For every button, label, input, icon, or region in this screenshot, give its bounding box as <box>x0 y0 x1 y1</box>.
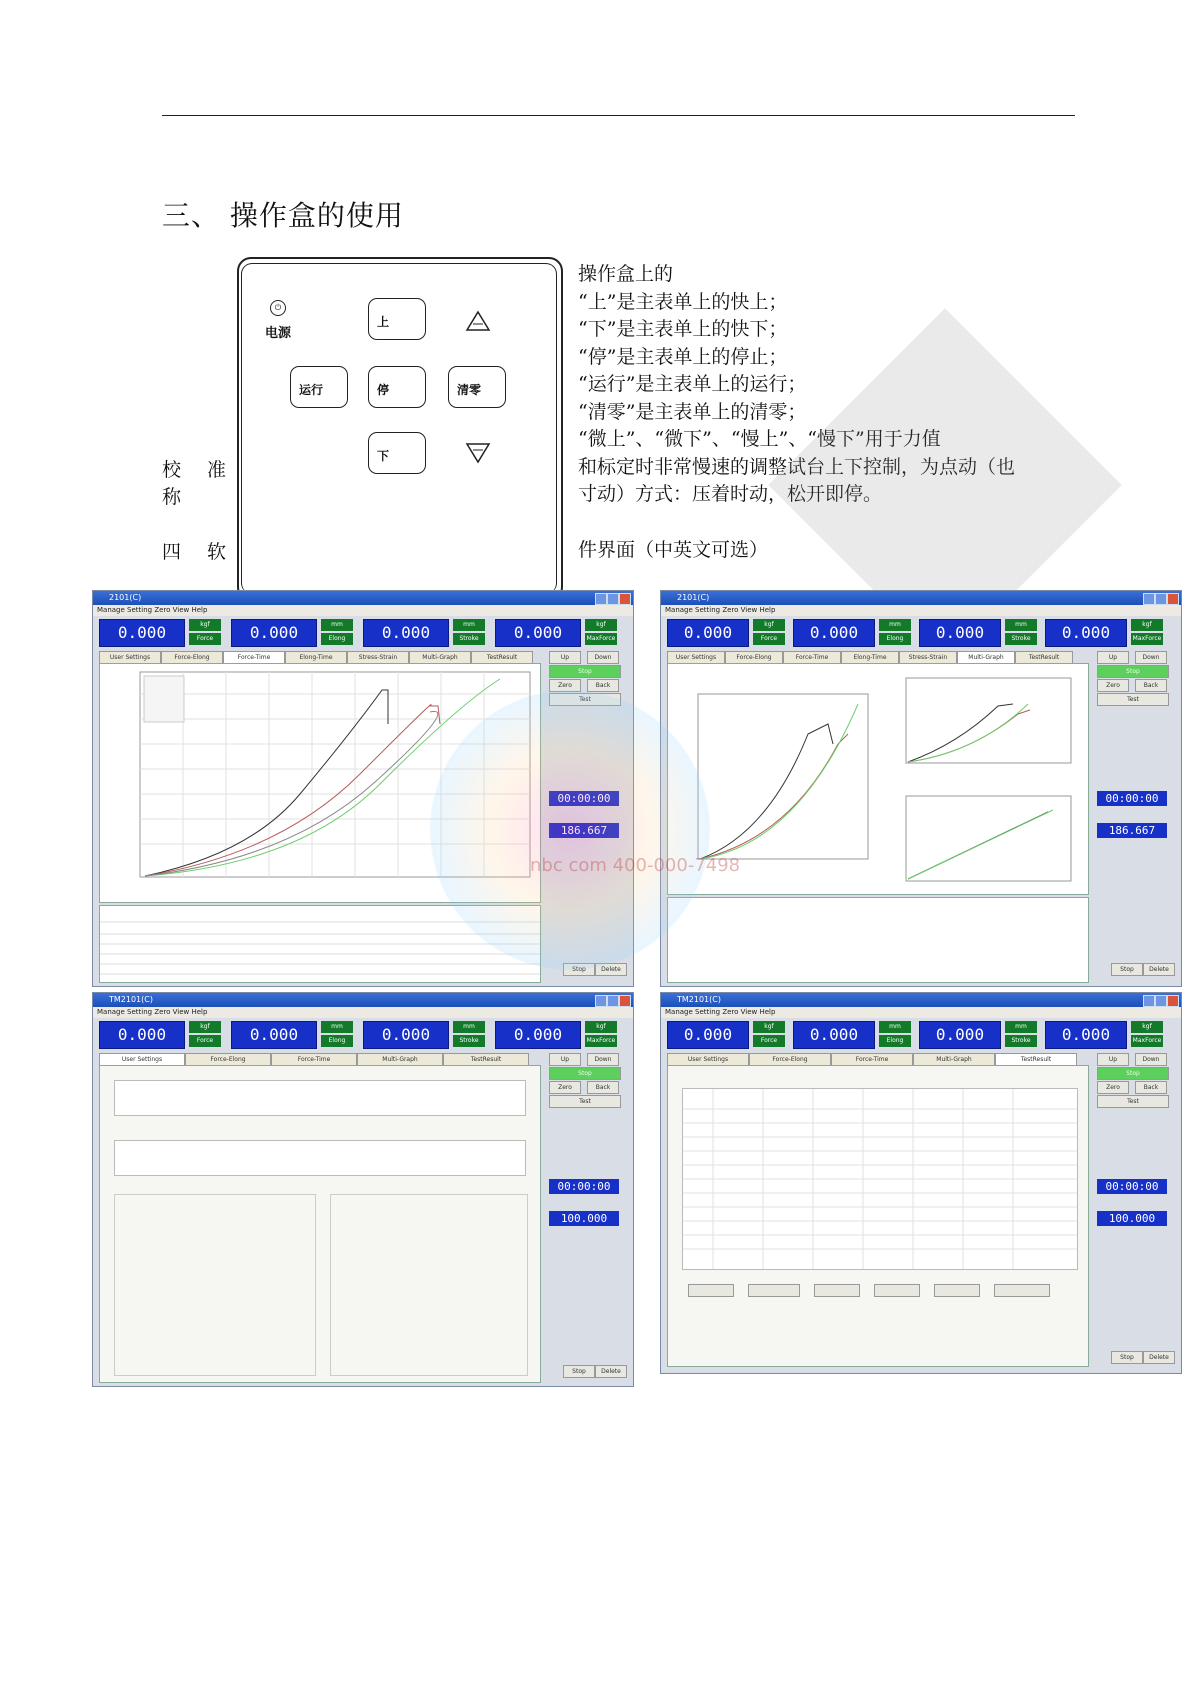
elong-readout: 0.000 <box>231 619 317 647</box>
tab-user-settings[interactable]: User Settings <box>667 1053 749 1066</box>
menu-bar: Manage Setting Zero View Help <box>93 1007 633 1018</box>
force-unit: kgf Force <box>189 619 221 645</box>
watermark-text: nbc com 400-000-7498 <box>530 855 741 876</box>
down-button[interactable]: Down <box>587 1053 619 1066</box>
description-line: “清零”是主表单上的清零； <box>578 400 807 423</box>
elong-unit: mm Elong <box>321 1021 353 1047</box>
result-grid-lines <box>683 1089 1077 1269</box>
back-button[interactable]: Back <box>587 1081 619 1094</box>
zero-button: 清零 <box>448 366 506 408</box>
tab-force-elong[interactable]: Force-Elong <box>185 1053 271 1066</box>
back-button[interactable]: Back <box>1135 1081 1167 1094</box>
elong-unit: mm Elong <box>879 1021 911 1047</box>
result-action-button[interactable] <box>934 1284 980 1297</box>
tab-strip <box>667 651 1087 662</box>
up-button[interactable]: Up <box>549 651 581 664</box>
description-line: 和标定时非常慢速的调整试台上下控制，为点动（也 <box>578 455 1016 478</box>
stop-button[interactable]: Stop <box>549 665 621 678</box>
time-display: 00:00:00 <box>1097 1179 1167 1194</box>
sensor-settings-group <box>114 1194 316 1376</box>
description-line: 寸动）方式：压着时动，松开即停。 <box>578 483 883 505</box>
tab-force-time[interactable]: Force-Time <box>783 651 841 664</box>
window-titlebar <box>93 993 633 1007</box>
tab-force-time[interactable]: Force-Time <box>271 1053 357 1066</box>
zero-button[interactable]: Zero <box>549 1081 581 1094</box>
window-titlebar <box>661 591 1181 605</box>
colorful-logo-watermark <box>430 690 710 970</box>
speed-display: 186.667 <box>1097 823 1167 838</box>
screenshot-test-result <box>660 992 1182 1374</box>
up-button: 上 <box>368 298 426 340</box>
tab-test-result[interactable]: TestResult <box>443 1053 529 1066</box>
stop-button[interactable]: Stop <box>1097 665 1169 678</box>
description-line: “停”是主表单上的停止； <box>578 345 788 368</box>
force-readout: 0.000 <box>667 1021 749 1049</box>
tab-elong-time[interactable]: Elong-Time <box>841 651 899 664</box>
test-button[interactable]: Test <box>549 693 621 706</box>
stop-bottom-button[interactable]: Stop <box>563 963 595 976</box>
tab-user-settings[interactable]: User Settings <box>99 1053 185 1066</box>
elong-unit: mm Elong <box>879 619 911 645</box>
maxforce-unit: kgf MaxForce <box>585 1021 617 1047</box>
up-button[interactable]: Up <box>1097 1053 1129 1066</box>
fine-up-icon <box>465 310 491 332</box>
readout-row <box>665 619 1177 647</box>
force-readout: 0.000 <box>99 1021 185 1049</box>
maxforce-unit: kgf MaxForce <box>1131 1021 1163 1047</box>
elong-readout: 0.000 <box>231 1021 317 1049</box>
result-grid <box>682 1088 1078 1270</box>
description-line: “上”是主表单上的快上； <box>578 290 788 313</box>
material-table <box>114 1080 526 1116</box>
tab-user-settings[interactable]: User Settings <box>99 651 161 664</box>
tab-user-settings[interactable]: User Settings <box>667 651 725 664</box>
stroke-unit: mm Stroke <box>1005 619 1037 645</box>
stop-bottom-button[interactable]: Stop <box>1111 1351 1143 1364</box>
result-pane <box>667 1065 1089 1367</box>
project-table <box>114 1140 526 1176</box>
force-readout: 0.000 <box>667 619 749 647</box>
screenshot-user-settings <box>92 992 634 1387</box>
delete-button[interactable]: Delete <box>595 1365 627 1378</box>
readout-row <box>97 619 629 647</box>
tab-test-result[interactable]: TestResult <box>1015 651 1073 664</box>
zero-button[interactable]: Zero <box>1097 1081 1129 1094</box>
down-button[interactable]: Down <box>587 651 619 664</box>
stroke-readout: 0.000 <box>919 619 1001 647</box>
force-unit: kgf Force <box>753 1021 785 1047</box>
tab-strip <box>99 651 539 662</box>
tab-force-elong[interactable]: Force-Elong <box>161 651 223 664</box>
tab-stress-strain[interactable]: Stress-Strain <box>899 651 957 664</box>
results-table <box>667 897 1089 983</box>
options-group <box>330 1194 528 1376</box>
description-line: “微上”、“微下”、“慢上”、“慢下”用于力值 <box>578 428 941 450</box>
test-button[interactable]: Test <box>1097 693 1169 706</box>
power-icon: ⏻ <box>270 300 286 316</box>
stop-bottom-button[interactable]: Stop <box>563 1365 595 1378</box>
stroke-readout: 0.000 <box>363 1021 449 1049</box>
time-display: 00:00:00 <box>549 1179 619 1194</box>
window-title: TM2101(C) <box>677 995 721 1004</box>
stroke-unit: mm Stroke <box>453 1021 485 1047</box>
stroke-unit: mm Stroke <box>453 619 485 645</box>
side-text-weigh: 称 <box>162 486 192 508</box>
result-action-button[interactable] <box>874 1284 920 1297</box>
tab-test-result[interactable]: TestResult <box>995 1053 1077 1066</box>
elong-readout: 0.000 <box>793 1021 875 1049</box>
description-line: “下”是主表单上的快下； <box>578 318 788 340</box>
tab-multi-graph[interactable]: Multi-Graph <box>409 651 471 664</box>
tab-multi-graph[interactable]: Multi-Graph <box>957 651 1015 664</box>
speed-display: 100.000 <box>549 1211 619 1226</box>
up-button[interactable]: Up <box>549 1053 581 1066</box>
back-button[interactable]: Back <box>587 679 619 692</box>
control-panel <box>1097 1053 1175 1371</box>
window-title: 2101(C) <box>677 593 710 602</box>
delete-button[interactable]: Delete <box>1143 963 1175 976</box>
control-panel <box>549 1053 627 1383</box>
section4-continuation: 件界面（中英文可选） <box>578 539 769 561</box>
force-unit: kgf Force <box>753 619 785 645</box>
down-button[interactable]: Down <box>1135 1053 1167 1066</box>
window-title: 2101(C) <box>109 593 142 602</box>
power-label: 电源 <box>265 326 292 341</box>
elong-unit: mm Elong <box>321 619 353 645</box>
force-unit: kgf Force <box>189 1021 221 1047</box>
maxforce-readout: 0.000 <box>1045 1021 1127 1049</box>
tab-force-elong[interactable]: Force-Elong <box>725 651 783 664</box>
speed-display: 100.000 <box>1097 1211 1167 1226</box>
tab-multi-graph[interactable]: Multi-Graph <box>357 1053 443 1066</box>
delete-button[interactable]: Delete <box>1143 1351 1175 1364</box>
elong-readout: 0.000 <box>793 619 875 647</box>
readout-row <box>665 1021 1177 1049</box>
time-display: 00:00:00 <box>549 791 619 806</box>
run-button: 运行 <box>290 366 348 408</box>
down-button[interactable]: Down <box>1135 651 1167 664</box>
tab-force-elong[interactable]: Force-Elong <box>749 1053 831 1066</box>
stop-button[interactable]: Stop <box>1097 1067 1169 1080</box>
stop-button[interactable]: Stop <box>549 1067 621 1080</box>
maxforce-readout: 0.000 <box>1045 619 1127 647</box>
force-readout: 0.000 <box>99 619 185 647</box>
window-titlebar <box>93 591 633 605</box>
fine-down-icon <box>465 442 491 464</box>
side-text-calibrate: 校 准 <box>162 459 237 481</box>
menu-bar: Manage Setting Zero View Help <box>661 605 1181 616</box>
maxforce-readout: 0.000 <box>495 619 581 647</box>
stop-bottom-button[interactable]: Stop <box>1111 963 1143 976</box>
delete-button[interactable]: Delete <box>595 963 627 976</box>
maxforce-unit: kgf MaxForce <box>585 619 617 645</box>
readout-row <box>97 1021 629 1049</box>
stroke-readout: 0.000 <box>919 1021 1001 1049</box>
description-line: “运行”是主表单上的运行； <box>578 373 807 395</box>
menu-bar: Manage Setting Zero View Help <box>661 1007 1181 1018</box>
tab-multi-graph[interactable]: Multi-Graph <box>913 1053 995 1066</box>
stop-button: 停 <box>368 366 426 408</box>
window-title: TM2101(C) <box>109 995 153 1004</box>
header-rule <box>162 115 1075 116</box>
description-line: 操作盒上的 <box>578 263 674 285</box>
time-display: 00:00:00 <box>1097 791 1167 806</box>
speed-display: 186.667 <box>549 823 619 838</box>
tab-strip <box>99 1053 539 1064</box>
tab-strip <box>667 1053 1087 1064</box>
maxforce-readout: 0.000 <box>495 1021 581 1049</box>
settings-pane <box>99 1065 541 1383</box>
result-action-button[interactable] <box>688 1284 734 1297</box>
window-titlebar <box>661 993 1181 1007</box>
result-action-button[interactable] <box>994 1284 1050 1297</box>
side-text-section4: 四 软 <box>162 541 237 563</box>
control-panel <box>1097 651 1175 981</box>
tab-test-result[interactable]: TestResult <box>471 651 533 664</box>
result-action-button[interactable] <box>748 1284 800 1297</box>
tab-elong-time[interactable]: Elong-Time <box>285 651 347 664</box>
tab-force-time[interactable]: Force-Time <box>223 651 285 664</box>
result-action-button[interactable] <box>814 1284 860 1297</box>
maxforce-unit: kgf MaxForce <box>1131 619 1163 645</box>
screenshot-multi-graph <box>660 590 1182 987</box>
tab-force-time[interactable]: Force-Time <box>831 1053 913 1066</box>
zero-button[interactable]: Zero <box>549 679 581 692</box>
test-button[interactable]: Test <box>549 1095 621 1108</box>
stroke-unit: mm Stroke <box>1005 1021 1037 1047</box>
zero-button[interactable]: Zero <box>1097 679 1129 692</box>
up-button[interactable]: Up <box>1097 651 1129 664</box>
stroke-readout: 0.000 <box>363 619 449 647</box>
down-button: 下 <box>368 432 426 474</box>
section-title: 三、 操作盒的使用 <box>162 199 404 232</box>
tab-stress-strain[interactable]: Stress-Strain <box>347 651 409 664</box>
test-button[interactable]: Test <box>1097 1095 1169 1108</box>
menu-bar: Manage Setting Zero View Help <box>93 605 633 616</box>
back-button[interactable]: Back <box>1135 679 1167 692</box>
